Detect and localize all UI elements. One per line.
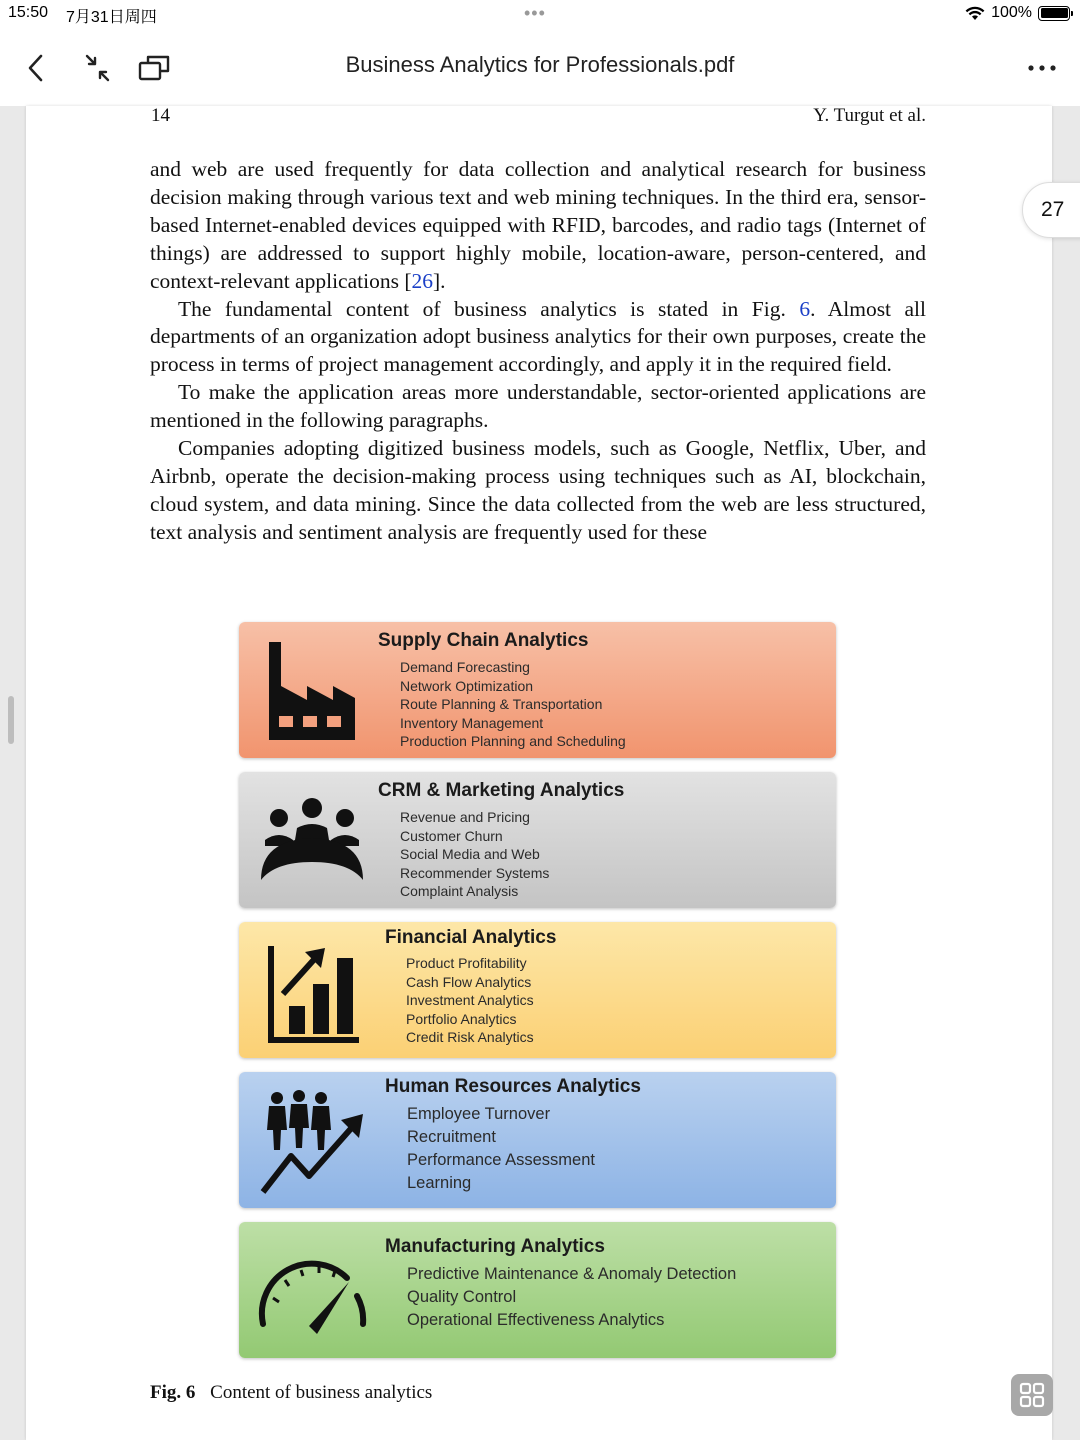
panel-title: Supply Chain Analytics <box>378 630 589 651</box>
growth-chart-icon <box>257 934 367 1046</box>
list-item: Complaint Analysis <box>400 883 519 900</box>
panel-item-list <box>400 808 549 901</box>
list-item: Social Media and Web <box>400 846 540 863</box>
list-item: Network Optimization <box>400 677 534 694</box>
running-head-author: Y. Turgut et al. <box>813 105 926 126</box>
pdf-page[interactable] <box>26 106 1052 1440</box>
speedometer-icon <box>257 1234 367 1346</box>
people-group-icon <box>257 784 367 896</box>
panel-item-list <box>407 1103 595 1195</box>
list-item: Product Profitability <box>406 955 527 971</box>
figure-link[interactable]: 6 <box>799 296 811 321</box>
list-item: Quality Control <box>407 1288 517 1306</box>
people-trend-icon <box>257 1084 367 1196</box>
panel-title: CRM & Marketing Analytics <box>378 780 625 801</box>
panel-supply-chain <box>239 622 836 758</box>
list-item: Performance Assessment <box>407 1151 595 1169</box>
list-item: Route Planning & Transportation <box>400 696 603 713</box>
paragraph: To make the application areas more understandable, sector-oriented applications are mentioned in the following paragraphs. <box>150 380 926 433</box>
panel-human-resources <box>239 1072 836 1208</box>
more-button[interactable] <box>1022 48 1062 88</box>
list-item: Cash Flow Analytics <box>406 973 532 990</box>
multitask-dots-icon[interactable]: ••• <box>524 3 546 23</box>
paragraph: The fundamental content of business analytics is stated in Fig. 6. Almost all departments of an organization adopt business analytics for their own purposes, create the process in terms of project management accordingly, and apply it in the required field. <box>150 296 926 377</box>
panel-title: Human Resources Analytics <box>385 1076 641 1097</box>
panel-item-list <box>406 954 534 1047</box>
nav-bar <box>0 28 1080 106</box>
more-dots-icon <box>1027 64 1057 72</box>
list-item: Credit Risk Analytics <box>406 1029 534 1046</box>
status-bar <box>0 0 1080 28</box>
battery-percent: 100% <box>991 4 1032 21</box>
figure-caption <box>150 1382 432 1404</box>
scroll-handle[interactable] <box>8 696 14 744</box>
panel-crm-marketing <box>239 772 836 908</box>
status-indicators <box>965 4 1070 22</box>
list-item: Predictive Maintenance & Anomaly Detection <box>407 1265 737 1283</box>
caption-label: Fig. 6 <box>150 1382 196 1403</box>
document-title: Business Analytics for Professionals.pdf <box>345 52 735 77</box>
panel-title: Manufacturing Analytics <box>385 1236 605 1257</box>
thumbnail-grid-button[interactable] <box>1011 1374 1053 1416</box>
factory-icon <box>257 634 367 746</box>
figure-business-analytics <box>239 622 836 1372</box>
list-item: Recommender Systems <box>400 864 550 881</box>
list-item: Portfolio Analytics <box>406 1010 517 1027</box>
list-item: Investment Analytics <box>406 992 534 1009</box>
paragraph: Companies adopting digitized business models, such as Google, Netflix, Uber, and Airbnb, operate the decision-making process using techniques such as AI, blockchain, cloud system, and data mining. Since the data collected from the web are less structured, text analysis and sentiment analysis are frequently used for these <box>150 436 926 544</box>
list-item: Inventory Management <box>400 714 544 731</box>
caption-text: Content of business analytics <box>210 1382 433 1403</box>
list-item: Employee Turnover <box>407 1105 551 1123</box>
list-item: Recruitment <box>407 1128 496 1146</box>
page-number: 14 <box>151 105 170 126</box>
wifi-icon <box>965 6 985 21</box>
list-item: Customer Churn <box>400 827 503 844</box>
list-item: Operational Effectiveness Analytics <box>407 1311 665 1329</box>
panel-title: Financial Analytics <box>385 927 557 948</box>
panel-item-list <box>407 1263 736 1332</box>
panel-item-list <box>400 658 626 751</box>
list-item: Learning <box>407 1174 472 1192</box>
citation-link[interactable]: 26 <box>411 268 433 293</box>
status-date: 7月31日周四 <box>66 9 157 26</box>
thumbnail-grid-icon <box>1019 1382 1045 1408</box>
list-item: Production Planning and Scheduling <box>400 733 626 750</box>
list-item: Demand Forecasting <box>400 659 530 675</box>
body-text <box>150 156 926 547</box>
battery-icon <box>1038 6 1070 21</box>
list-item: Revenue and Pricing <box>400 809 530 825</box>
panel-financial <box>239 922 836 1058</box>
status-time: 15:50 <box>8 4 49 21</box>
panel-manufacturing <box>239 1222 836 1358</box>
page-indicator[interactable]: 27 <box>1022 182 1080 238</box>
paragraph: and web are used frequently for data collection and analytical research for business decision making through various text and web mining techniques. In the third era, sensor-based Internet-enabled devices equipped with RFID, barcodes, and radio tags (Internet of things) are addressed to support highly mobile, location-aware, person-centered, and context-relevant applications [26]. <box>150 157 926 293</box>
